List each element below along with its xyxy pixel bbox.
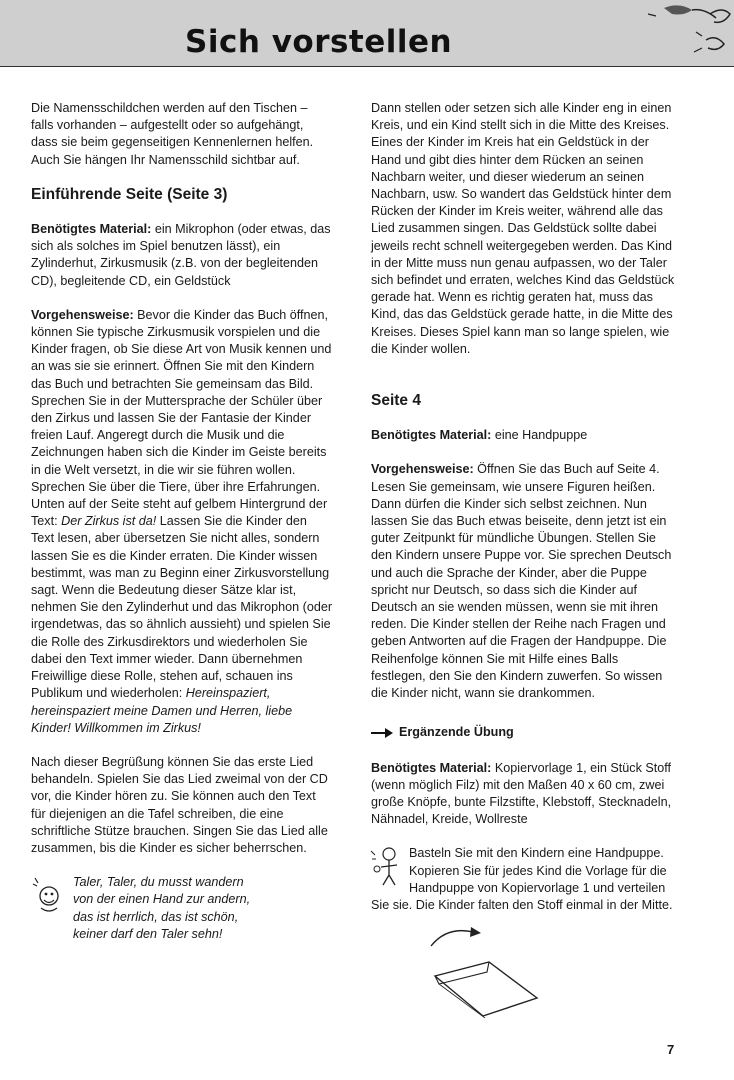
right-column: [371, 100, 675, 914]
procedure-text: Öffnen Sie das Buch auf Seite 4. Lesen Sie gemeinsam, wie unsere Figuren heißen. Dann dürfen die Kinder sich selbst zeichnen. Nun lassen Sie das Buch etwas beiseite, denn jetzt ist ein guter Zeitpunkt für mündliche Übungen. Stellen Sie den Kindern unsere Puppe vor. Sie sprechen Deutsch und auch die Sprache der Kinder, aber die Puppe spricht nur Deutsch, so dass sich die Kinder auf Deutsch an sie wenden müssen, wenn sie mit ihren reden. Die Kinder stellen der Reihe nach Fragen und geben Antworten auf die Fragen der Handpuppe. Die Reihenfolge können Sie mit Hilfe eines Balls festlegen, den Sie den Kindern zuwerfen. So wissen die Kinder nicht, wann sie drankommen.: [371, 462, 672, 701]
procedure-text-1: Bevor die Kinder das Buch öffnen, können Sie typische Zirkusmusik vorspielen und die Kinder fragen, ob Sie diese Art von Musik kennen und an was sie sie erinnert. Öffnen Sie mit den Kindern das Buch und betrachten Sie gemeinsam das Bild. Sprechen Sie in der Muttersprache der Schüler über den Zirkus und lassen Sie der Fantasie der Kinder freien Lauf. Angeregt durch die Musik und die Zeichnungen haben sich die Kinder im Geiste bereits in die Welt versetzt, in die wir sie führen wollen. Sprechen Sie über die Tiere, über ihre Erfahrungen. Unten auf der Seite steht auf gelbem Hintergrund der Text:: [31, 307, 332, 529]
song-line: keiner darf den Taler sehn!: [73, 926, 223, 941]
material-text: Kopiervorlage 1, ein Stück Stoff (wenn möglich Filz) mit den Maßen 40 x 60 cm, zwei große Knöpfe, bunte Filzstifte, Klebstoff, Stecknadeln, Nähnadel, Kreide, Wollreste: [371, 760, 672, 827]
song-block: [31, 874, 333, 943]
material-label: Benötigtes Material:: [371, 428, 492, 443]
material-label: Benötigtes Material:: [31, 222, 152, 237]
arrow-right-icon: [371, 728, 393, 738]
folded-fabric-illustration: [425, 918, 545, 1018]
craft-text: Basteln Sie mit den Kindern eine Handpuppe. Kopieren Sie für jedes Kind die Vorlage für die Handpuppe von Kopiervorlage 1 und verteilen Sie sie. Die Kinder falten den Stoff einmal in der Mitte.: [371, 846, 673, 912]
game-paragraph: Dann stellen oder setzen sich alle Kinder eng in einen Kreis, und ein Kind stellt sich in die Mitte des Kreises. Eines der Kinder im Kreis hat ein Geldstück in der Hand und gibt dies hinter dem Rücken an seinen Nachbarn weiter, und dieser wiederum an seinen Nachbarn, usw. So wandert das Geldstück hinter dem Rücken der Kinder im Kreis weiter, während alle das Lied zusammen singen. Das Geldstück sollte dabei jeweils recht schnell weitergegeben werden. Das Kind in der Mitte muss nun genau aufpassen, wo der Taler sich befindet und erraten, welches Kind das Geldstück gerade hat. Wenn es richtig geraten hat, muss das Kind, das das Geldstück gerade hatte, in die Mitte des Kreises. Dieses Spiel kann man so lange spielen, wie die Kinder wollen.: [371, 101, 675, 356]
procedure-text-2: Lassen Sie die Kinder den Text lesen, aber übersetzen Sie nicht alles, sondern lassen Sie es die Kinder erraten. Die Kinder wissen bestimmt, was man zu Beginn einer Zirkusvorstellung sagt. Wenn die Bedeutung dieser Sätze klar ist, nehmen Sie den Zylinderhut und das Mikrophon (oder irgendetwas, das so ähnlich aussieht) und spielen Sie die Rolle des Zirkusdirektors und wiederholen Sie dabei den Text immer wieder. Dann übernehmen Freiwillige diese Rolle, stehen auf, schauen ins Publikum und wiederholen:: [31, 514, 333, 701]
procedure-quote-1: Der Zirkus ist da!: [61, 514, 157, 529]
song-line: das ist herrlich, das ist schön,: [73, 909, 239, 924]
material-text: eine Handpuppe: [491, 428, 588, 443]
section-heading-intro-page: Einführende Seite (Seite 3): [31, 185, 228, 203]
singing-character-icon: [31, 874, 65, 924]
procedure-paragraph: [31, 307, 333, 737]
page-header: [0, 0, 734, 67]
material-paragraph: [31, 221, 333, 290]
procedure-label: Vorgehensweise:: [31, 307, 134, 322]
extra-material-paragraph: [371, 760, 675, 829]
intro-paragraph: Die Namensschildchen werden auf den Tischen – falls vorhanden – aufgestellt oder so aufgehängt, dass sie beim gegenseitigen Kennenlernen helfen. Auch Sie hängen Ihr Namensschild sichtbar auf.: [31, 101, 314, 167]
extra-exercise-title: Ergänzende Übung: [399, 725, 514, 740]
procedure-quote-2: Hereinspaziert, hereinspaziert meine Damen und Herren, liebe Kinder! Willkommen im Zirkus!: [31, 686, 293, 735]
procedure-label: Vorgehensweise:: [371, 462, 474, 477]
left-column: [31, 100, 333, 943]
section-heading-page-4: Seite 4: [371, 392, 421, 410]
page-title: Sich vorstellen: [185, 24, 453, 60]
song-line: von der einen Hand zur andern,: [73, 892, 251, 907]
song-line: Taler, Taler, du musst wandern: [73, 875, 244, 890]
extra-exercise-heading: [371, 724, 675, 741]
scissors-character-icon: [369, 845, 405, 887]
page-number: 7: [667, 1042, 675, 1057]
material-label: Benötigtes Material:: [371, 760, 492, 775]
greeting-paragraph: Nach dieser Begrüßung können Sie das erste Lied behandeln. Spielen Sie das Lied zweimal von der CD vor, die Kinder hören zu. Sie können auch den Text für diejenigen an die Tafel schreiben, die eine schriftliche Stütze brauchen. Singen Sie das Lied alle zusammen, bis die Kinder es sicher beherrschen.: [31, 754, 328, 855]
material-text: ein Mikrophon (oder etwas, das sich als solches im Spiel benutzen lässt), ein Zylinderhut, Zirkusmusik (z.B. von der begleitenden CD), begleitende CD, ein Geldstück: [31, 222, 331, 288]
procedure-paragraph: [371, 461, 675, 702]
juggler-decoration-icon: [644, 0, 734, 66]
craft-instructions: [371, 845, 675, 914]
song-lyrics: [73, 874, 250, 943]
material-paragraph: [371, 427, 675, 444]
